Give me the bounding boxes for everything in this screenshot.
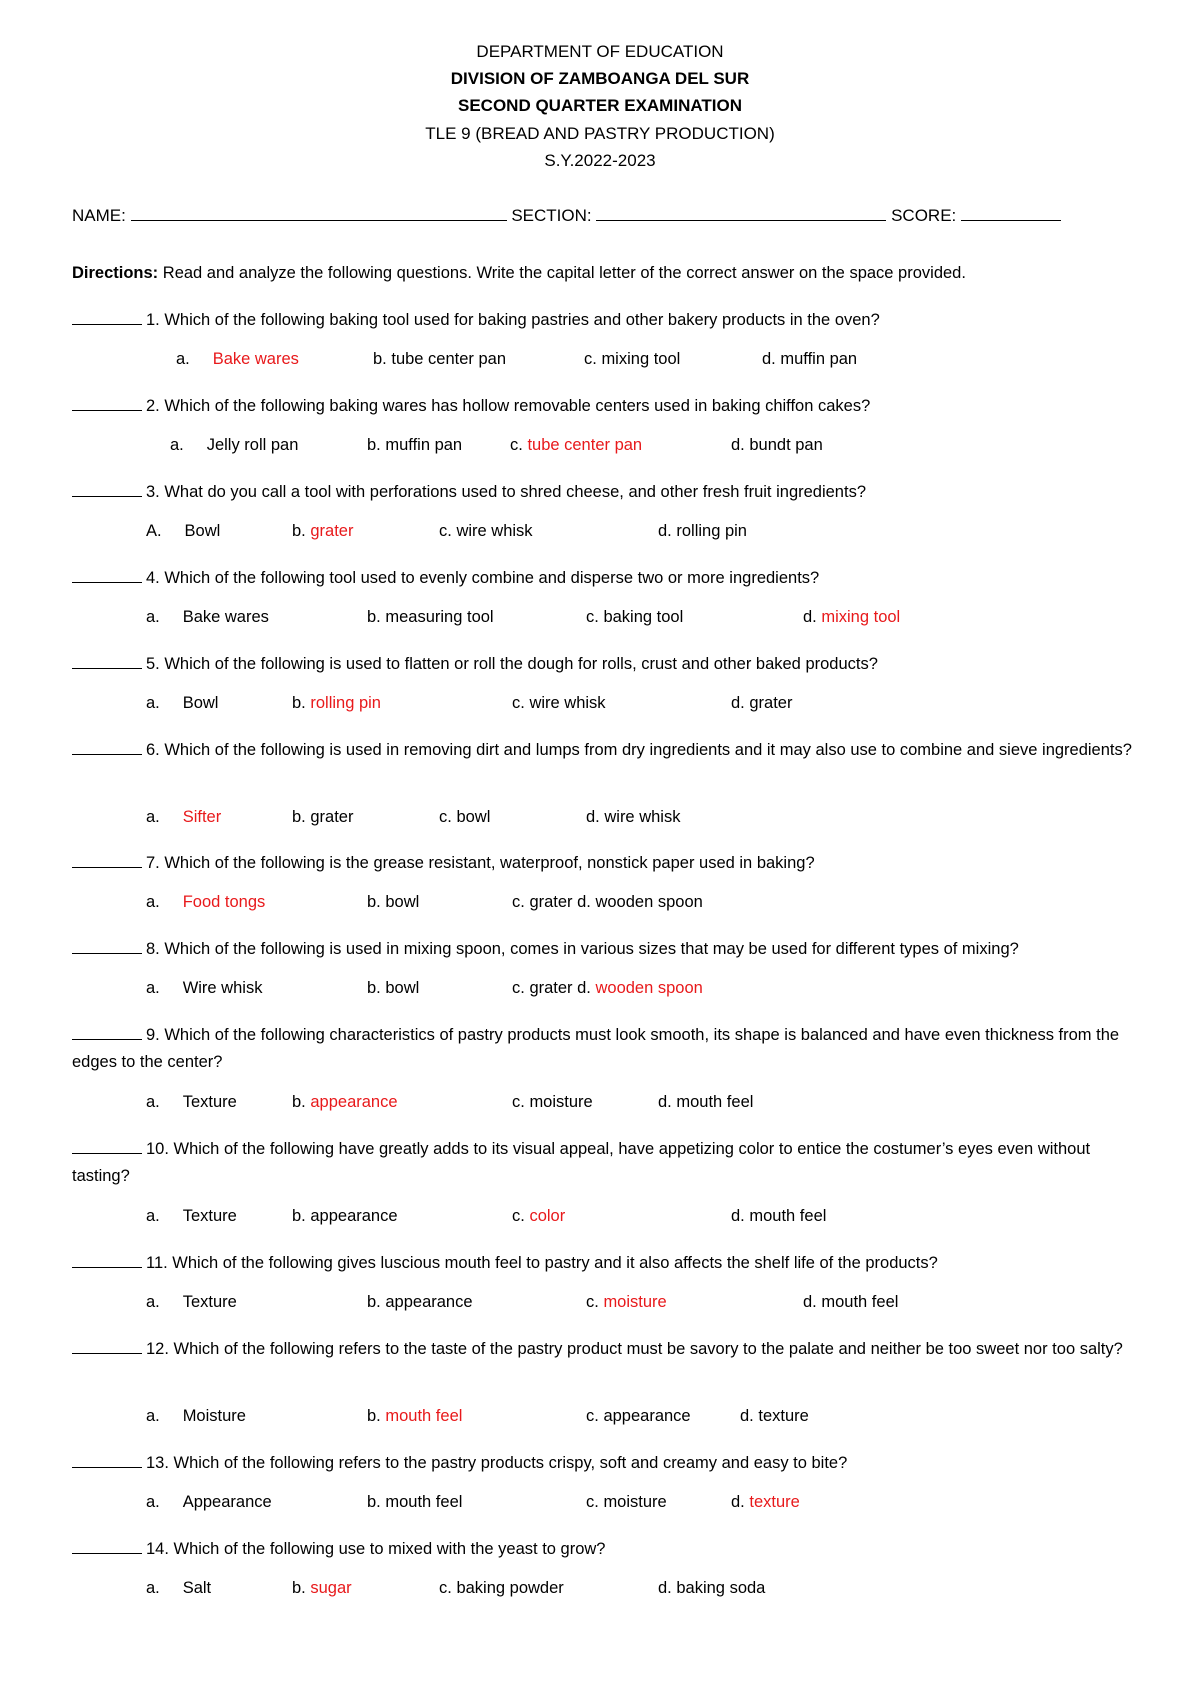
option-a: [146, 1207, 237, 1226]
option-label: Appearance: [182, 1493, 272, 1511]
option-prefix: d.: [658, 1093, 672, 1111]
question-text: 9. Which of the following characteristics of pastry products must look smooth, its shape is balanced and have even thickness from the edges to the center?: [72, 1026, 1120, 1071]
options-row: [0, 1493, 1200, 1517]
option-label: mouth feel: [385, 1493, 463, 1511]
question-5: [72, 651, 1142, 678]
option-c: [512, 1093, 593, 1112]
option-prefix: b.: [292, 808, 306, 826]
option-prefix: c.: [512, 694, 525, 712]
option-prefix: b.: [292, 522, 306, 540]
options-row: [0, 979, 1200, 1003]
question-8: [72, 936, 1142, 963]
option-c: [512, 1207, 565, 1226]
option-label: wire whisk: [456, 522, 533, 540]
option-label: baking soda: [676, 1579, 766, 1597]
answer-blank[interactable]: [72, 1340, 142, 1354]
option-label: baking powder: [456, 1579, 564, 1597]
option-prefix: c.: [586, 1493, 599, 1511]
option-d: [731, 436, 823, 455]
option-prefix: A.: [146, 522, 162, 540]
options-row: [0, 1093, 1200, 1117]
option-prefix: c.: [586, 1293, 599, 1311]
option-b: [367, 979, 419, 998]
option-label: grater: [749, 694, 793, 712]
options-row: [0, 1579, 1200, 1603]
option-label: Salt: [182, 1579, 212, 1597]
option-label: Bowl: [182, 694, 219, 712]
option-a: [146, 893, 265, 912]
option-answer: wooden spoon: [595, 979, 703, 997]
answer-blank[interactable]: [72, 1026, 142, 1040]
option-d: [586, 808, 680, 827]
question-2: [72, 393, 1142, 420]
option-a: [146, 808, 221, 827]
option-prefix: d.: [803, 608, 817, 626]
option-c: [586, 1407, 691, 1426]
question-6: [72, 737, 1142, 764]
option-prefix: a.: [146, 808, 160, 826]
option-prefix: d.: [731, 436, 745, 454]
option-label: grater d. wooden spoon: [529, 893, 703, 911]
answer-blank[interactable]: [72, 1140, 142, 1154]
option-label: appearance: [385, 1293, 473, 1311]
header-school-year: S.Y.2022-2023: [544, 151, 656, 170]
option-label: rolling pin: [676, 522, 747, 540]
option-prefix: a.: [146, 1579, 160, 1597]
option-label: Food tongs: [182, 893, 266, 911]
question-10: [72, 1136, 1142, 1190]
option-prefix: b.: [373, 350, 387, 368]
option-d: [731, 1207, 826, 1226]
option-c: [512, 893, 703, 912]
question-9: [72, 1022, 1142, 1076]
answer-blank[interactable]: [72, 854, 142, 868]
option-c: [439, 1579, 564, 1598]
option-a: [146, 694, 218, 713]
option-prefix: b.: [367, 1493, 381, 1511]
option-prefix: a.: [146, 694, 160, 712]
option-prefix: a.: [146, 1293, 160, 1311]
option-prefix: d.: [740, 1407, 754, 1425]
option-a: [146, 1493, 272, 1512]
option-prefix: a.: [146, 1093, 160, 1111]
option-prefix: d.: [731, 694, 745, 712]
option-prefix: a.: [146, 979, 160, 997]
option-b: [367, 436, 462, 455]
option-prefix: b.: [367, 979, 381, 997]
name-label: NAME:: [72, 206, 126, 225]
option-b: [367, 1293, 473, 1312]
answer-blank[interactable]: [72, 397, 142, 411]
header-department: DEPARTMENT OF EDUCATION: [476, 42, 724, 61]
option-label: mouth feel: [385, 1407, 463, 1425]
option-d: [740, 1407, 809, 1426]
option-label: appearance: [310, 1093, 398, 1111]
option-d: [731, 1493, 800, 1512]
option-prefix: b.: [292, 1579, 306, 1597]
option-label: tube center pan: [391, 350, 507, 368]
option-label: mouth feel: [676, 1093, 754, 1111]
options-row: [0, 1207, 1200, 1231]
option-label: bundt pan: [749, 436, 823, 454]
section-label: SECTION:: [511, 206, 592, 225]
option-b: [367, 608, 494, 627]
option-label: baking tool: [603, 608, 684, 626]
question-text: 13. Which of the following refers to the pastry products crispy, soft and creamy and easy to bite?: [146, 1454, 848, 1472]
score-field[interactable]: [961, 206, 1061, 221]
option-b: [367, 1493, 462, 1512]
question-13: [72, 1450, 1142, 1477]
option-label: texture: [758, 1407, 809, 1425]
option-label: grater: [310, 808, 354, 826]
option-label: Texture: [182, 1293, 237, 1311]
option-label: Bowl: [184, 522, 221, 540]
option-label: bowl: [385, 979, 420, 997]
question-text: 1. Which of the following baking tool used for baking pastries and other bakery products in the oven?: [146, 311, 880, 329]
option-prefix: b.: [367, 436, 381, 454]
option-prefix: b.: [367, 608, 381, 626]
option-prefix: c.: [512, 979, 525, 997]
question-text: 14. Which of the following use to mixed with the yeast to grow?: [146, 1540, 606, 1558]
name-field[interactable]: [131, 206, 507, 221]
option-b: [367, 1407, 462, 1426]
option-b: [292, 1579, 352, 1598]
option-prefix: a.: [146, 1207, 160, 1225]
option-label: moisture: [603, 1493, 667, 1511]
option-a: [146, 979, 262, 998]
option-prefix: d.: [658, 1579, 672, 1597]
option-prefix: c.: [439, 1579, 452, 1597]
option-label: Bake wares: [182, 608, 269, 626]
option-label: Texture: [182, 1207, 237, 1225]
options-row: [0, 1407, 1200, 1431]
question-text: 12. Which of the following refers to the taste of the pastry product must be savory to the palate and neither be too sweet nor too salty?: [146, 1340, 1123, 1358]
option-prefix: b.: [292, 1207, 306, 1225]
options-row: [0, 694, 1200, 718]
question-text: 8. Which of the following is used in mixing spoon, comes in various sizes that may be used for different types of mixing?: [146, 940, 1019, 958]
option-prefix: a.: [170, 436, 184, 454]
score-label: SCORE:: [891, 206, 957, 225]
option-label: mixing tool: [601, 350, 681, 368]
option-c: [439, 808, 490, 827]
option-c: [510, 436, 642, 455]
option-a: [146, 1093, 237, 1112]
directions-text: Read and analyze the following questions. Write the capital letter of the correct answer on the space provided.: [158, 264, 966, 282]
option-prefix: a.: [146, 893, 160, 911]
question-text: 4. Which of the following tool used to evenly combine and disperse two or more ingredients?: [146, 569, 820, 587]
option-prefix: b.: [292, 694, 306, 712]
option-label: moisture: [603, 1293, 667, 1311]
option-label: grater d.: [529, 979, 591, 997]
answer-blank[interactable]: [72, 655, 142, 669]
option-label: wire whisk: [529, 694, 606, 712]
option-prefix: c.: [586, 608, 599, 626]
option-prefix: c.: [512, 893, 525, 911]
options-row: [0, 436, 1200, 460]
option-prefix: c.: [586, 1407, 599, 1425]
answer-blank[interactable]: [72, 1254, 142, 1268]
option-prefix: c.: [512, 1093, 525, 1111]
answer-blank[interactable]: [72, 483, 142, 497]
question-text: 6. Which of the following is used in removing dirt and lumps from dry ingredients and it may also use to combine and sieve ingredients?: [146, 741, 1132, 759]
header-division: DIVISION OF ZAMBOANGA DEL SUR: [450, 69, 750, 88]
option-c: [512, 694, 606, 713]
option-label: appearance: [603, 1407, 691, 1425]
option-a: [176, 350, 299, 369]
answer-blank[interactable]: [72, 311, 142, 325]
option-prefix: b.: [292, 1093, 306, 1111]
option-label: Moisture: [182, 1407, 246, 1425]
option-b: [292, 1207, 398, 1226]
answer-blank[interactable]: [72, 569, 142, 583]
option-a: [170, 436, 298, 455]
option-label: Jelly roll pan: [206, 436, 299, 454]
option-label: wire whisk: [604, 808, 681, 826]
option-b: [292, 522, 353, 541]
option-label: muffin pan: [780, 350, 858, 368]
option-c: [586, 1293, 667, 1312]
option-label: Bake wares: [212, 350, 299, 368]
question-text: 3. What do you call a tool with perforations used to shred cheese, and other fresh fruit ingredients?: [146, 483, 866, 501]
options-row: [0, 1293, 1200, 1317]
option-prefix: d.: [658, 522, 672, 540]
answer-blank[interactable]: [72, 1540, 142, 1554]
header-exam-title: SECOND QUARTER EXAMINATION: [458, 96, 742, 115]
question-4: [72, 565, 1142, 592]
option-prefix: d.: [586, 808, 600, 826]
section-field[interactable]: [596, 206, 886, 221]
option-a: [146, 1407, 246, 1426]
option-prefix: d.: [762, 350, 776, 368]
option-label: bowl: [456, 808, 491, 826]
option-label: mouth feel: [749, 1207, 827, 1225]
option-d: [658, 1093, 753, 1112]
option-d: [731, 694, 792, 713]
option-label: bowl: [385, 893, 420, 911]
option-label: sugar: [310, 1579, 352, 1597]
option-prefix: b.: [367, 893, 381, 911]
option-prefix: a.: [146, 1493, 160, 1511]
option-label: Sifter: [182, 808, 222, 826]
option-c: [584, 350, 680, 369]
options-row: [0, 522, 1200, 546]
answer-blank[interactable]: [72, 1454, 142, 1468]
header-subject: TLE 9 (BREAD AND PASTRY PRODUCTION): [425, 124, 775, 143]
question-text: 10. Which of the following have greatly adds to its visual appeal, have appetizing color to entice the costumer’s eyes even without tasting?: [72, 1140, 1091, 1185]
option-d: [762, 350, 857, 369]
answer-blank[interactable]: [72, 741, 142, 755]
option-d: [803, 608, 900, 627]
option-prefix: c.: [439, 522, 452, 540]
option-c: [586, 1493, 667, 1512]
question-11: [72, 1250, 1142, 1277]
option-prefix: a.: [176, 350, 190, 368]
option-b: [292, 694, 381, 713]
options-row: [0, 808, 1200, 832]
option-d: [803, 1293, 898, 1312]
question-text: 7. Which of the following is the grease resistant, waterproof, nonstick paper used in baking?: [146, 854, 815, 872]
option-prefix: a.: [146, 1407, 160, 1425]
option-c: [439, 522, 533, 541]
question-text: 5. Which of the following is used to flatten or roll the dough for rolls, crust and other baked products?: [146, 655, 878, 673]
option-prefix: c.: [510, 436, 523, 454]
option-label: tube center pan: [527, 436, 643, 454]
option-c: [512, 979, 703, 998]
option-b: [292, 808, 353, 827]
option-prefix: c.: [512, 1207, 525, 1225]
option-prefix: d.: [803, 1293, 817, 1311]
option-b: [292, 1093, 398, 1112]
question-14: [72, 1536, 1142, 1563]
question-text: 2. Which of the following baking wares has hollow removable centers used in baking chiffon cakes?: [146, 397, 871, 415]
option-d: [658, 1579, 765, 1598]
option-label: color: [529, 1207, 566, 1225]
option-label: Wire whisk: [182, 979, 263, 997]
option-label: grater: [310, 522, 354, 540]
option-b: [373, 350, 506, 369]
option-prefix: c.: [439, 808, 452, 826]
option-d: [658, 522, 747, 541]
option-c: [586, 608, 683, 627]
option-prefix: d.: [731, 1493, 745, 1511]
question-text: 11. Which of the following gives luscious mouth feel to pastry and it also affects the shelf life of the products?: [146, 1254, 938, 1272]
option-label: rolling pin: [310, 694, 381, 712]
option-label: texture: [749, 1493, 800, 1511]
directions: [72, 264, 966, 283]
question-1: [72, 307, 1142, 334]
option-label: muffin pan: [385, 436, 463, 454]
option-a: [146, 1579, 211, 1598]
student-info-line: [72, 206, 1061, 226]
option-label: measuring tool: [385, 608, 494, 626]
option-label: moisture: [529, 1093, 593, 1111]
options-row: [0, 608, 1200, 632]
question-3: [72, 479, 1142, 506]
option-label: appearance: [310, 1207, 398, 1225]
directions-label: Directions:: [72, 264, 159, 282]
option-label: mixing tool: [821, 608, 901, 626]
option-label: Texture: [182, 1093, 237, 1111]
answer-blank[interactable]: [72, 940, 142, 954]
question-7: [72, 850, 1142, 877]
option-label: mouth feel: [821, 1293, 899, 1311]
option-prefix: a.: [146, 608, 160, 626]
options-row: [0, 350, 1200, 374]
option-prefix: b.: [367, 1293, 381, 1311]
option-prefix: c.: [584, 350, 597, 368]
question-12: [72, 1336, 1142, 1363]
option-prefix: b.: [367, 1407, 381, 1425]
option-a: [146, 1293, 237, 1312]
options-row: [0, 893, 1200, 917]
option-prefix: d.: [731, 1207, 745, 1225]
option-a: [146, 608, 269, 627]
option-a: [146, 522, 220, 541]
option-b: [367, 893, 419, 912]
